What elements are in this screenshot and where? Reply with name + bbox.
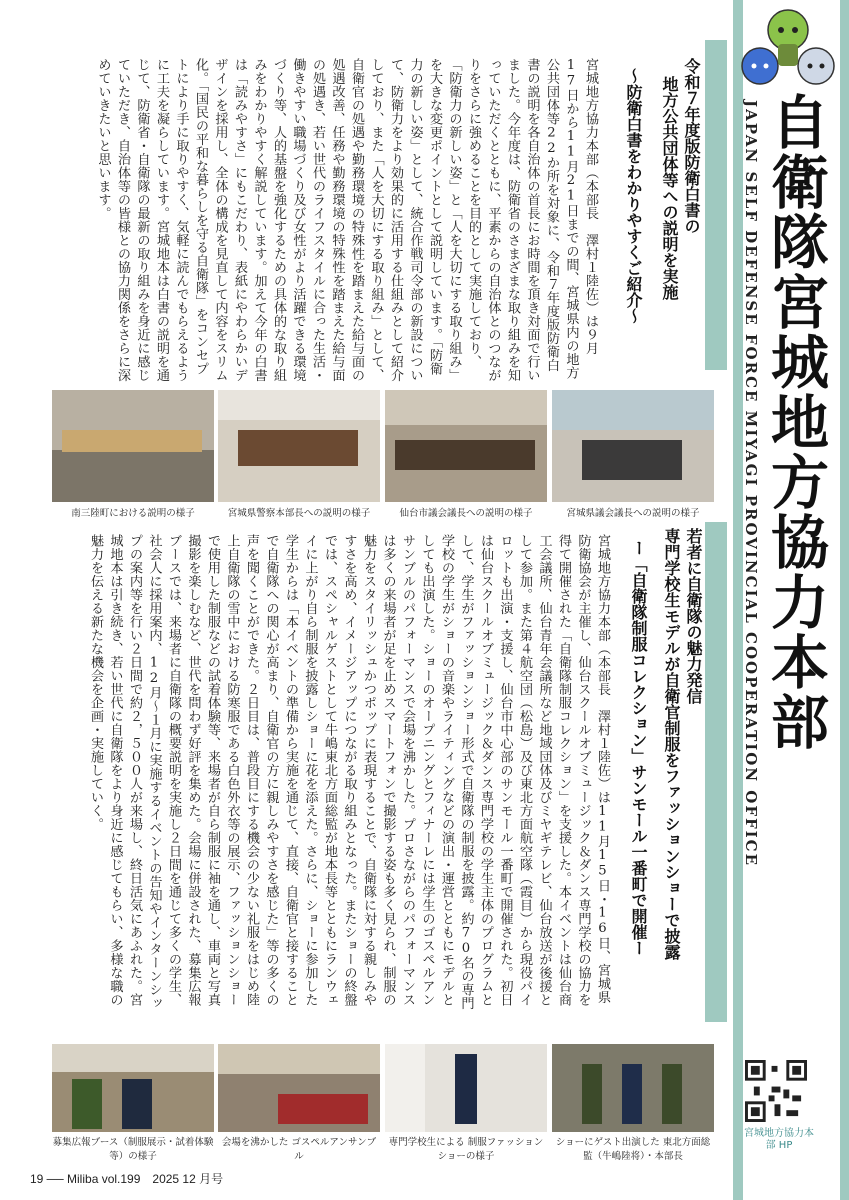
page-subtitle: JAPAN SELF DEFENSE FORCE MIYAGI PROVINCIAL COOPERATION OFFICE <box>742 100 760 868</box>
photo-8 <box>552 1044 714 1132</box>
page-footer: 19 ── Miliba vol.199 2025 12 月号 <box>30 1172 224 1186</box>
photo-1-caption: 南三陸町における説明の様子 <box>71 508 195 519</box>
page-title: 自衛隊宮城地方協力本部 <box>761 92 829 752</box>
photo-3-caption: 仙台市議会議長への説明の様子 <box>399 508 533 519</box>
article1-headline-3: 〜防衛白書をわかりやすくご紹介〜 <box>624 68 643 324</box>
banner-stripe-right <box>840 0 849 1200</box>
photo-1 <box>52 390 214 502</box>
photo-6-caption: 会場を沸かした ゴスペルアンサンブル <box>221 1137 377 1162</box>
qr-code-icon[interactable] <box>745 1060 807 1122</box>
article1-headline-1: 令和７年度版防衛白書の <box>682 58 701 234</box>
article2-headline-2: 専門学校生モデルが自衛官制服をファッションショーで披露 <box>662 528 681 960</box>
article2-body: 宮城地方協力本部（本部長 澤村１陸佐）は11月15日・16日、宮城県防衛協会が主催し、仙台スクールオブミュージック＆ダンス専門学校の協力を得て開催された「自衛隊制服コレクション」を支援した。本イベントは仙台商工会議所、仙台青年会議所など地域団体及びミヤギテレビ、仙台放送が後援として参加。また第４航空団（松島）及び東北方面航空隊（霞目）から現役パイロットも出演・支援し、仙台市中心部のサンモール一番町で開催された。初日は仙台スクールオブミュージック＆ダンス専門学校の学生主体のプログラムとして、学生がファッションショー形式で自衛隊の制服を披露。約70名の専門学校の学生がショーの音楽やライティングなどの演出・運営とともにモデルとしても出演した。ショーのオープニングとフィナーレには学生のゴスペルアンサンブルのパフォーマンスで会場を沸かした。プロさながらのパフォーマンスは多くの来場者が足を止めスマートフォンで撮影する姿も多く見られ、制服の魅力をスタイリッシュかつポップに表現することで、自衛隊に対する親しみやすさを高め、イメージアップにつながる取り組みとなった。またショーの終盤では、スペシャルゲストとして牛嶋東北方面総監が地本長等とともにランウェイに上がり自ら制服を披露しショーに花を添えた。さらに、ショーに参加した学生からは「本イベントの準備から実施を通じて、直接、自衛官と接することで自衛隊への関心が高まり、自衛官の方に親しみやすさを感じた」等の多くの声を聞くことができた。２日目は、普段目にする機会の少ない礼服をはじめ陸上自衛隊の雪中における防寒服である白色外衣等の展示、ファッションショーで使用した制服などの試着体験等、来場者が自ら制服に袖を通し、車両と写真撮影を楽しむなど、世代を問わず好評を集めた。会場に併設された、募集広報ブースでは、来場者に自衛隊の概要説明を実施し２日間を通じて多くの学生、社会人に採用案内、12月〜１月に実施するイベントの告知やインターンシップの案内等を行い２日間で約２，５００人が来場し、終日活気にあふれた。宮城地本は引き続き、若い世代に自衛隊をより身近に感じてもらい、多様な職の魅力を伝える新たな機会を企画・実施していく。 <box>88 534 610 1011</box>
photo-5 <box>52 1044 214 1132</box>
photo-7 <box>385 1044 547 1132</box>
photo-5-caption: 募集広報ブース（制服展示・試着体験等）の様子 <box>52 1137 214 1162</box>
article1-body: 宮城地方協力本部（本部長 澤村１陸佐）は９月17日から11月21日までの間、宮城県内の地方公共団体等22か所を対象に、令和７年度版防衛白書の説明を各自治体の首長にお時間を頂き対面で行いました。今年度は、防衛省のさまざまな取り組みを知っていただくとともに、平素からの自治体とのつながりをさらに強めることを目的として実施しており、「防衛力の新しい姿」と「人を大切にする取り組み」を大きな変更ポイントとして説明しています。「防衛力の新しい姿」として、統合作戦司令部の新設について、防衛力をより効果的に活用する仕組みとして紹介しており、また「人を大切にする取り組み」として、自衛官の処遇や勤務環境の特殊性を踏まえた給与面の処遇改善、任務や勤務環境の特殊性を踏まえた給与面の処遇き、若い世代のライフスタイルに合った生活・働きやすい職場づくり及び女性がより活躍できる環境づくり等、人的基盤を強化するための具体的な取り組みをわかりやすく解説しています。加えて今年の白書は「読みやすさ」にもこだわり、表紙にやわらかいデザインを採用し、全体の構成を見直して内容をスリム化。「国民の平和な暮らしを守る自衛隊」をコンセプトにより手に取りやすく、気軽に読んでもらえるように工夫を凝らしています。宮城地本は白書の説明を通じて、防衛省・自衛隊の最新の取り組みを身近に感じていただき、自治体等の皆様との協力関係をさらに深めていきたいと思います。 <box>95 58 598 382</box>
photo-7-caption: 専門学校生による 制服ファッションショーの様子 <box>388 1137 544 1162</box>
photo-3 <box>385 390 547 502</box>
photo-4-caption: 宮城県議会議長への説明の様子 <box>566 508 700 519</box>
headline-bar-2 <box>705 522 727 1022</box>
photo-8-caption: ショーにゲスト出演した 東北方面総監（牛嶋陸将）・本部長 <box>555 1137 711 1162</box>
qr-label: 宮城地方協力本部 HP <box>744 1128 814 1151</box>
mascot-icon <box>738 4 838 99</box>
article1-headline-2: 地方公共団体等への説明を実施 <box>660 76 679 300</box>
photo-6 <box>218 1044 380 1132</box>
article2-headline-3: ー「自衛隊制服コレクション」サンモール一番町で開催ー <box>629 540 648 956</box>
headline-bar <box>705 40 727 370</box>
article2-headline-1: 若者に自衛隊の魅力発信 <box>684 528 703 704</box>
photo-4 <box>552 390 714 502</box>
photo-2-caption: 宮城県警察本部長への説明の様子 <box>227 508 371 519</box>
photo-2 <box>218 390 380 502</box>
